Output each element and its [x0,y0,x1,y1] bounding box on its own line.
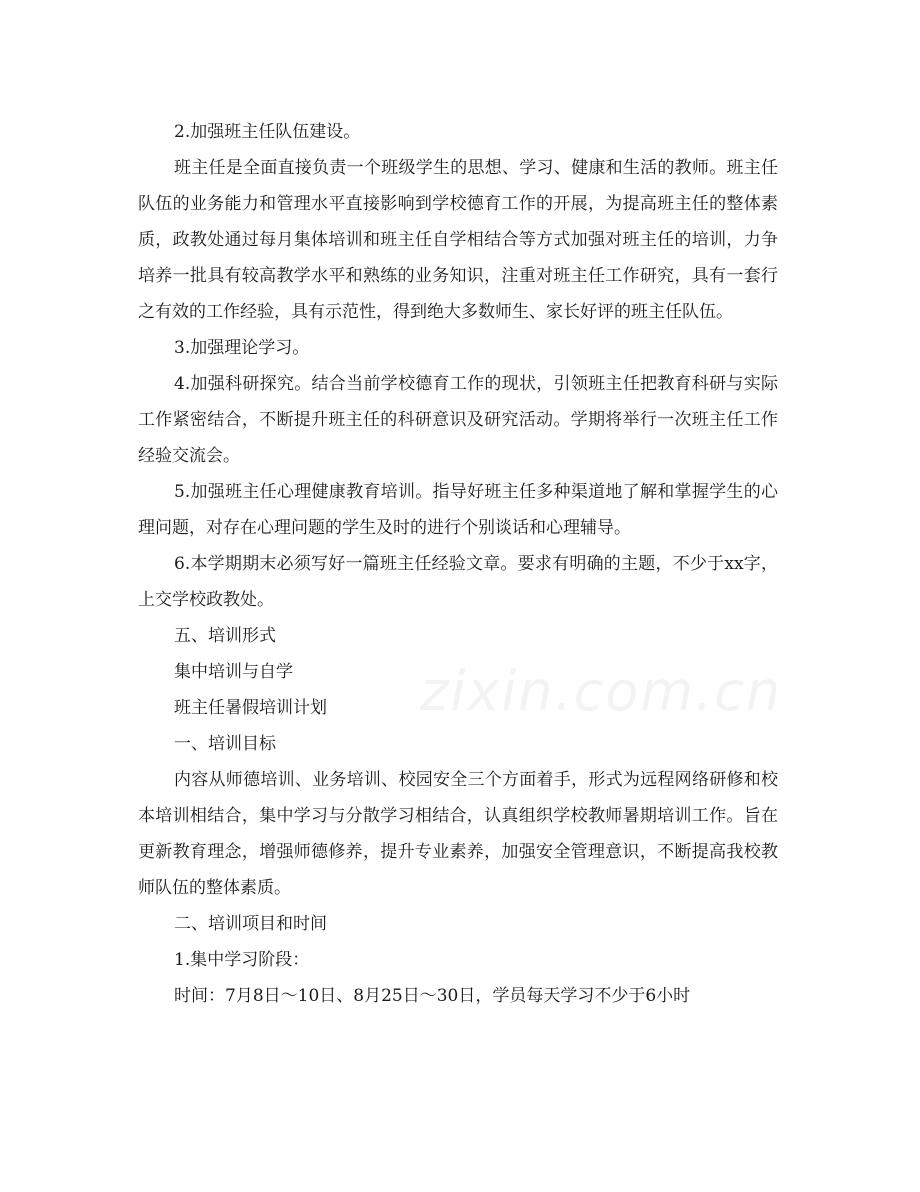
watermark: zixin.com.cn [420,660,783,723]
document-body [138,114,778,1014]
paragraph-item-4: 4.加强科研探究。结合当前学校德育工作的现状，引领班主任把教育科研与实际工作紧密结合，不断提升班主任的科研意识及研究活动。学期将举行一次班主任工作经验交流会。 [138,374,778,466]
section-heading-projects: 二、培训项目和时间 [174,914,327,934]
paragraph-item-5: 5.加强班主任心理健康教育培训。指导好班主任多种渠道地了解和掌握学生的心理问题，对存在心理问题的学生及时的进行个别谈话和心理辅导。 [138,482,778,538]
paragraph-stage-1: 1.集中学习阶段： [174,950,310,970]
paragraph-goals: 内容从师德培训、业务培训、校园安全三个方面着手，形式为远程网络研修和校本培训相结合，集中学习与分散学习相结合，认真组织学校教师暑期培训工作。旨在更新教育理念，增强师德修养，提升专业素养，加强安全管理意识，不断提高我校教师队伍的整体素质。 [138,770,778,898]
paragraph-heading-3: 3.加强理论学习。 [174,338,310,358]
section-heading-training-form: 五、培训形式 [174,626,276,646]
paragraph-training-form: 集中培训与自学 [174,662,293,682]
paragraph-heading-2: 2.加强班主任队伍建设。 [174,122,361,142]
paragraph-body: 班主任是全面直接负责一个班级学生的思想、学习、健康和生活的教师。班主任队伍的业务能力和管理水平直接影响到学校德育工作的开展，为提高班主任的整体素质，政教处通过每月集体培训和班主任自学相结合等方式加强对班主任的培训，力争培养一批具有较高教学水平和熟练的业务知识，注重对班主任工作研究，具有一套行之有效的工作经验，具有示范性，得到绝大多数师生、家长好评的班主任队伍。 [138,158,778,322]
paragraph-item-6: 6.本学期期末必须写好一篇班主任经验文章。要求有明确的主题，不少于xx字，上交学校政教处。 [138,554,778,610]
section-heading-goals: 一、培训目标 [174,734,276,754]
paragraph-time: 时间：7月8日～10日、8月25日～30日，学员每天学习不少于6小时 [174,986,691,1006]
document-subtitle: 班主任暑假培训计划 [174,698,327,718]
